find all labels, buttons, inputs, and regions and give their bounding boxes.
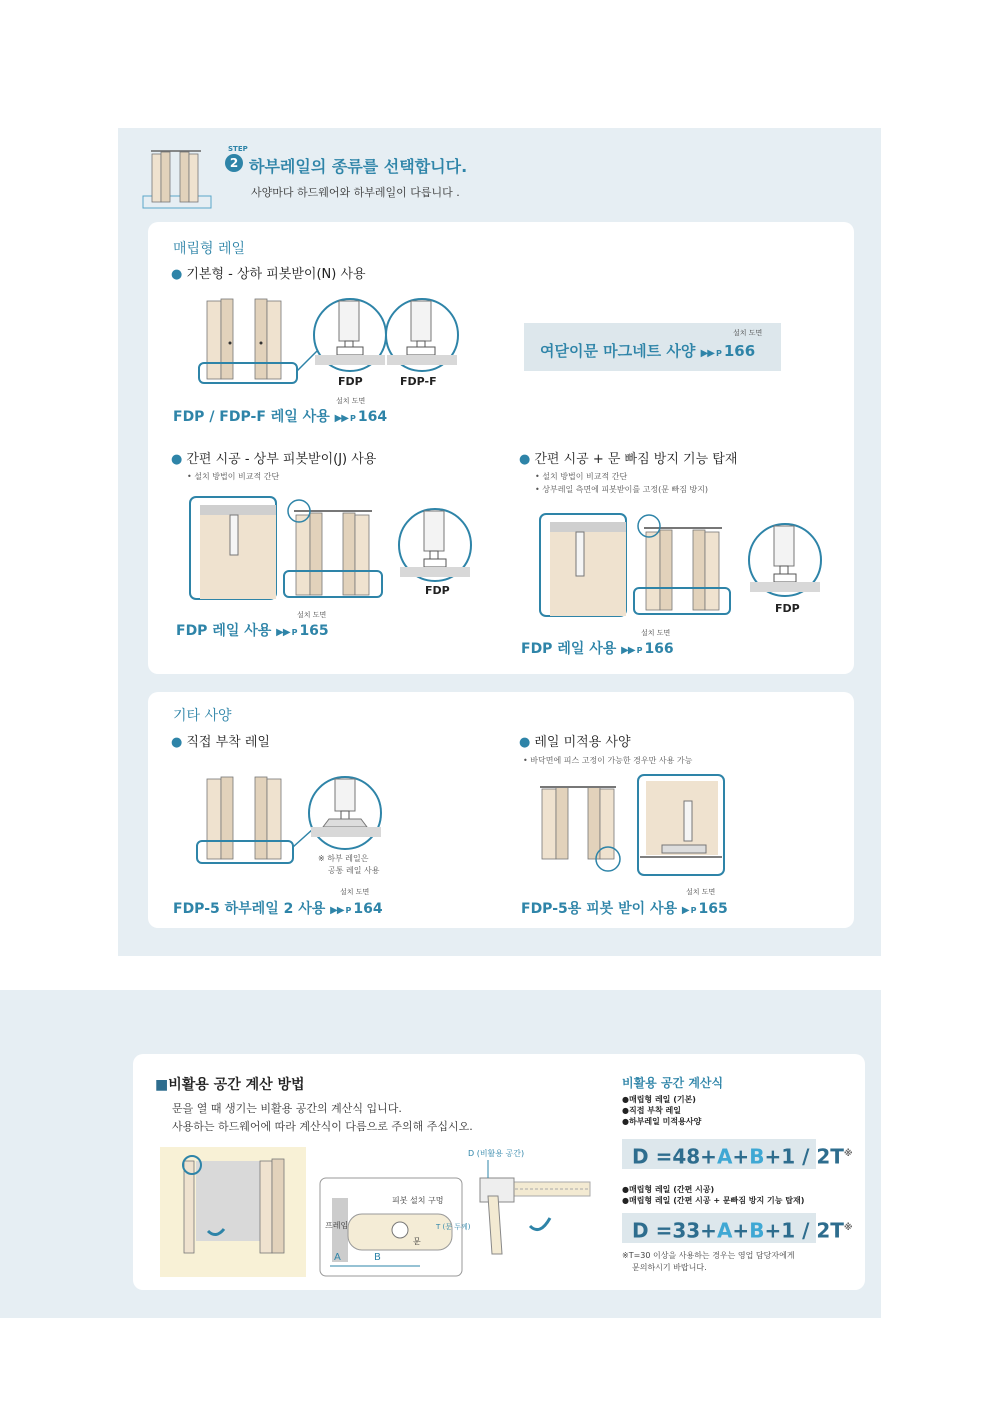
step-subtitle: 사양마다 하드웨어와 하부레일이 다릅니다 . <box>251 186 460 199</box>
label-fdp: FDP <box>775 602 800 615</box>
calc-diagram-b: B <box>374 1252 381 1263</box>
no-rail-ref-link[interactable]: FDP-5용 피봇 받이 사용 ▶ P 165 <box>521 901 728 917</box>
calc-title: ■비활용 공간 계산 방법 <box>155 1077 305 1093</box>
calc-d-label: D (비활용 공간) <box>468 1149 525 1158</box>
calc-diagram-rail: 프레임 <box>325 1221 349 1230</box>
basic-type-title: ● 기본형 - 상하 피봇받이(N) 사용 <box>171 267 366 282</box>
calc-desc-1: 문을 열 때 생기는 비활용 공간의 계산식 입니다. <box>172 1102 402 1115</box>
easy-prevent-ref-link[interactable]: FDP 레일 사용 ▶▶ P 166 <box>521 641 674 657</box>
setup-note: 설치 도면 <box>641 629 671 637</box>
direct-rail-note-1: ※ 하부 레일은 <box>318 854 369 863</box>
label-fdp: FDP <box>338 375 363 388</box>
calc-diagram-a: A <box>334 1252 341 1263</box>
easy-note: • 설치 방법이 비교적 간단 <box>187 472 280 481</box>
formula-footnote-1: ※T=30 이상을 사용하는 경우는 영업 담당자에게 <box>622 1251 795 1260</box>
label-fdp: FDP <box>425 584 450 597</box>
group1-item: ●매립형 레일 (기본) <box>622 1095 696 1104</box>
group2-item: ●매립형 레일 (간편 시공) <box>622 1185 715 1194</box>
direct-rail-title: ● 직접 부착 레일 <box>171 735 270 750</box>
calc-desc-2: 사용하는 하드웨어에 따라 계산식이 다름으로 주의해 주십시오. <box>172 1120 473 1133</box>
no-rail-note: • 바닥면에 피스 고정이 가능한 경우만 사용 가능 <box>523 756 693 765</box>
magnet-ref-link[interactable]: 여닫이문 마그네트 사양 ▶▶ P 166 <box>540 342 756 360</box>
calc-hinge-diagram <box>470 1160 600 1270</box>
basic-ref-link[interactable]: FDP / FDP-F 레일 사용 ▶▶ P 164 <box>173 409 388 425</box>
easy-ref-link[interactable]: FDP 레일 사용 ▶▶ P 165 <box>176 623 329 639</box>
calc-door-photo <box>160 1147 306 1277</box>
formula-2: D =33+A+B+1 / 2T※ <box>622 1213 816 1243</box>
formula-1: D =48+A+B+1 / 2T※ <box>622 1139 816 1169</box>
direct-ref-link[interactable]: FDP-5 하부레일 2 사용 ▶▶ P 164 <box>173 901 383 917</box>
formula-footnote-2: 문의하시기 바랍니다. <box>632 1263 707 1272</box>
other-section-title: 기타 사양 <box>173 708 232 724</box>
calc-diagram-door: 문 <box>413 1237 421 1246</box>
setup-note: 설치 도면 <box>297 611 327 619</box>
setup-note: 설치 도면 <box>686 888 716 896</box>
step-title: 하부레일의 종류를 선택합니다. <box>249 157 468 176</box>
setup-note: 설치 도면 <box>733 329 763 337</box>
calc-diagram-t: T (문 두께) <box>436 1223 471 1231</box>
group1-item: ●하부레일 미적용사양 <box>622 1117 702 1126</box>
formula-title: 비활용 공간 계산식 <box>622 1076 724 1090</box>
no-rail-title: ● 레일 미적용 사양 <box>519 735 631 750</box>
easy-prevent-note-2: • 상부레일 측면에 피봇받이를 고정(문 빠짐 방지) <box>535 485 709 494</box>
label-fdp-f: FDP-F <box>400 375 437 388</box>
easy-type-title: ● 간편 시공 - 상부 피봇받이(J) 사용 <box>171 452 377 467</box>
step-number-badge: 2 <box>225 154 243 172</box>
step-label: STEP <box>228 145 248 153</box>
easy-prevent-note-1: • 설치 방법이 비교적 간단 <box>535 472 628 481</box>
formula-group-1 <box>622 1094 701 1127</box>
direct-rail-note-2: 공통 레일 사용 <box>328 866 380 875</box>
group2-item: ●매립형 레일 (간편 시공 + 문빠짐 방지 기능 탑재) <box>622 1196 805 1205</box>
formula-group-2 <box>622 1184 804 1206</box>
setup-note: 설치 도면 <box>340 888 370 896</box>
calc-diagram-hole: 피봇 설치 구멍 <box>392 1196 444 1205</box>
no-rail-illustration <box>540 773 730 879</box>
group1-item: ●직접 부착 레일 <box>622 1106 681 1115</box>
easy-prevent-title: ● 간편 시공 + 문 빠짐 방지 기능 탑재 <box>519 452 738 467</box>
folding-door-thumbnail <box>143 148 213 210</box>
setup-note: 설치 도면 <box>336 397 366 405</box>
embedded-section-title: 매립형 레일 <box>173 241 246 257</box>
